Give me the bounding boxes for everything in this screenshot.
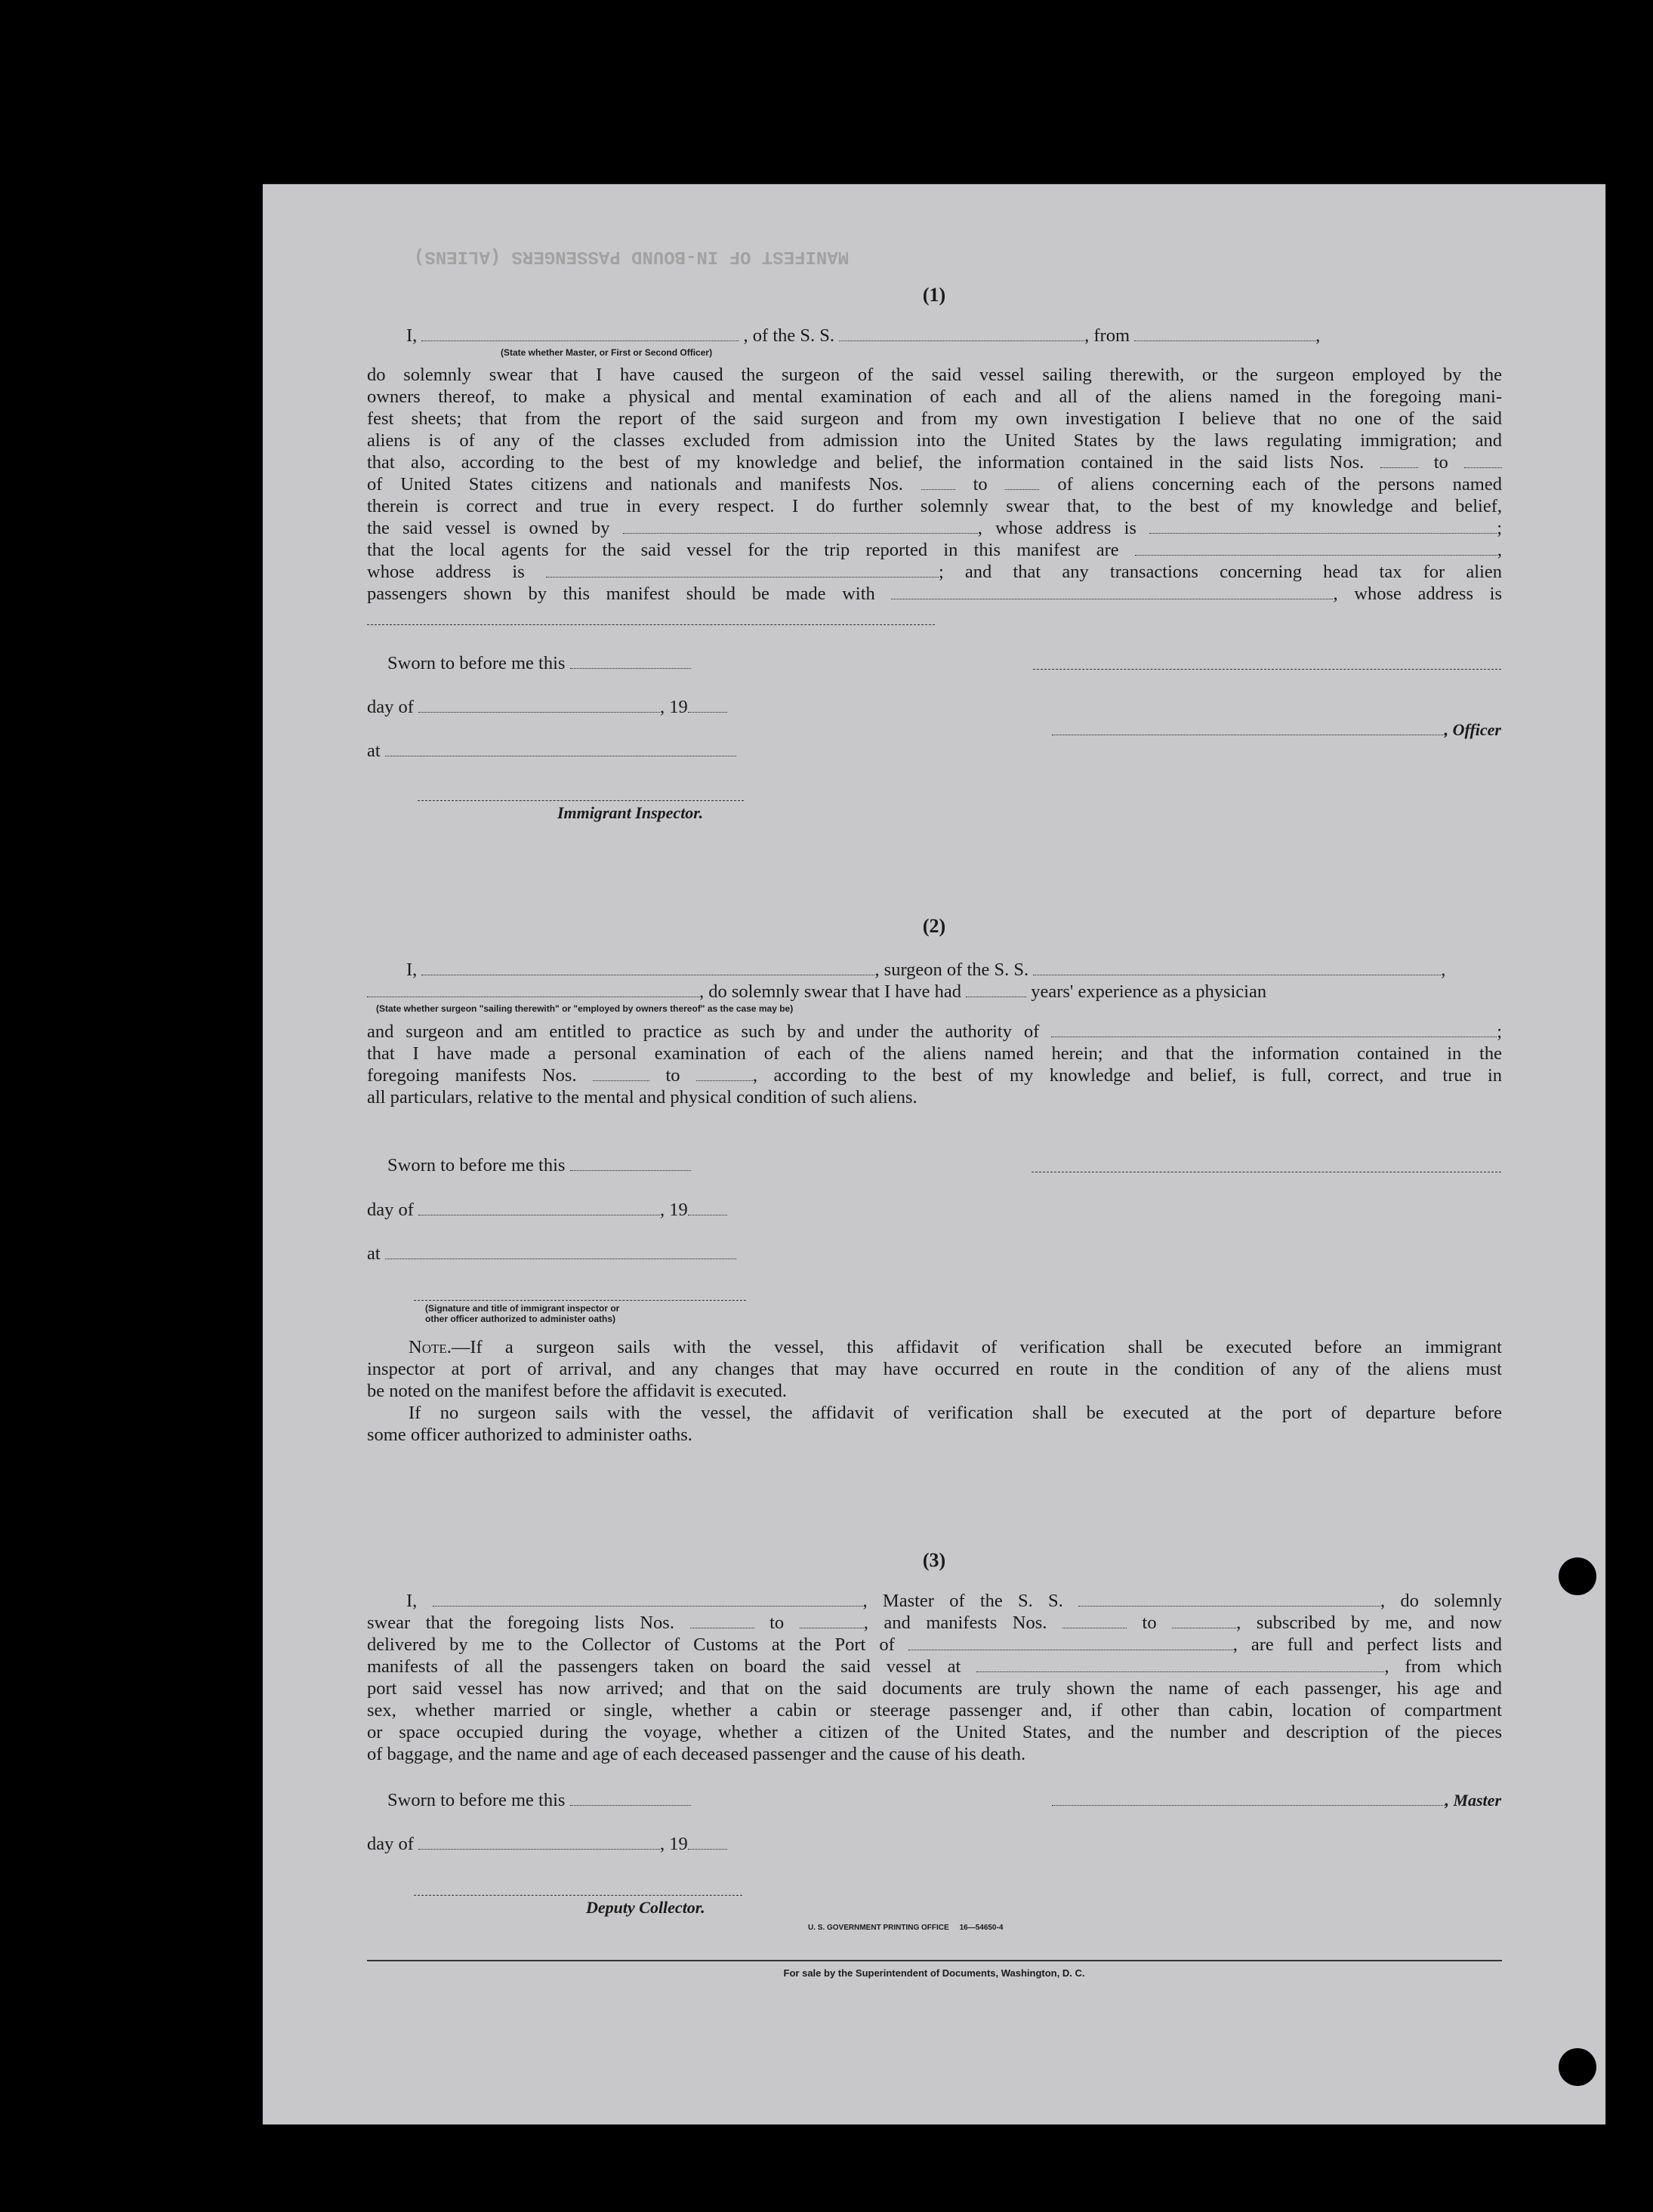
s1-day-of: day of , 19: [367, 696, 727, 718]
s2-line-manifests: foregoing manifests Nos. to , according to the best of my knowledge and belief, is full, correct, and true in: [367, 1065, 1502, 1086]
s1-line-headtax: passengers shown by this manifest should be made with , whose address is: [367, 584, 1503, 604]
s2-sworn-day-field[interactable]: [570, 1157, 691, 1171]
agents-field[interactable]: [1135, 541, 1497, 556]
s3-vessel-field[interactable]: [1078, 1592, 1380, 1607]
s3-line: sex, whether married or single, whether a cabin or steerage passenger and, if other than cabin, location of compartment: [367, 1700, 1502, 1721]
s2-manifests-to-field[interactable]: [696, 1067, 753, 1081]
s1-paragraph: [367, 364, 1502, 605]
s2-second-line: , do solemnly swear that I have had years' experience as a physician: [367, 981, 1502, 1003]
deputy-collector-label: Deputy Collector.: [586, 1898, 705, 1917]
s3-port-field[interactable]: [908, 1636, 1233, 1650]
s3-line: of baggage, and the name and age of each deceased passenger and the cause of his death.: [367, 1744, 1026, 1764]
note-line: inspector at port of arrival, and any changes that may have occurred en route in the condition of any of the aliens must: [367, 1359, 1502, 1379]
s2-manifests-from-field[interactable]: [593, 1067, 649, 1081]
s3-manifests-to-field[interactable]: [1172, 1614, 1236, 1628]
note-paragraph: [367, 1336, 1502, 1446]
s1-from: , from: [1084, 325, 1130, 346]
note-line: Note.—If a surgeon sails with the vessel, this affidavit of verification shall be executed before an immigrant: [409, 1337, 1502, 1357]
s1-i-label: I,: [406, 325, 418, 346]
from-field[interactable]: [1134, 327, 1315, 341]
s2-years-field[interactable]: [966, 983, 1026, 997]
s1-officer-line: [1033, 719, 1501, 741]
s2-year-field[interactable]: [688, 1201, 727, 1215]
s1-line: aliens is of any of the classes excluded from admission into the United States by the laws regulating immigration; and: [367, 430, 1502, 451]
punch-hole: [1559, 1557, 1596, 1595]
s3-line-lists: swear that the foregoing lists Nos. to , and manifests Nos. to , subscribed by me, and now: [367, 1613, 1502, 1633]
footer-rule: [367, 1960, 1502, 1961]
headtax-field[interactable]: [891, 585, 1333, 599]
form-page: [263, 184, 1605, 2124]
vessel-field[interactable]: [839, 327, 1084, 341]
s3-master-sign-field[interactable]: [1052, 1791, 1445, 1806]
s3-manifests-from-field[interactable]: [1062, 1614, 1127, 1628]
punch-hole: [1559, 2048, 1596, 2086]
s2-inspector-line[interactable]: [414, 1300, 746, 1301]
s1-line: therein is correct and true in every respect. I do further solemnly swear that, to the best of my knowledge and belief,: [367, 496, 1502, 516]
s3-paragraph: [367, 1590, 1502, 1765]
s2-sworn: Sworn to before me this: [387, 1154, 691, 1176]
officer-caption: (State whether Master, or First or Second Officer): [501, 347, 713, 358]
master-label: , Master: [1445, 1791, 1501, 1810]
s1-line-owner: the said vessel is owned by , whose address is ;: [367, 518, 1503, 538]
s3-master-name-field[interactable]: [433, 1592, 863, 1607]
s2-authority-field[interactable]: [1051, 1023, 1497, 1037]
s1-line-manifests: of United States citizens and nationals and manifests Nos. to of aliens concerning each of the persons named: [367, 474, 1502, 494]
s1-line: owners thereof, to make a physical and mental examination of each and all of the aliens named in the foregoing mani-: [367, 387, 1502, 407]
s3-year-field[interactable]: [688, 1835, 727, 1850]
s3-sworn: Sworn to before me this: [387, 1789, 691, 1811]
s3-lists-from-field[interactable]: [690, 1614, 754, 1628]
manifests-from-field[interactable]: [921, 476, 955, 490]
section-2-number: (2): [922, 915, 946, 937]
s2-line: all particulars, relative to the mental and physical condition of such aliens.: [367, 1087, 917, 1108]
s2-paragraph: [367, 1021, 1502, 1108]
address-line[interactable]: [367, 624, 935, 625]
s2-vessel-field[interactable]: [1033, 961, 1441, 975]
s3-sworn-day-field[interactable]: [570, 1791, 691, 1806]
s2-first-line: I, , surgeon of the S. S. ,: [406, 960, 1446, 980]
s1-line-lists: that also, according to the best of my knowledge and belief, the information contained in the said lists Nos. to: [367, 451, 1502, 473]
note-line: some officer authorized to administer oaths.: [367, 1425, 692, 1445]
s3-day-of: day of , 19: [367, 1833, 727, 1855]
s1-line-agents: that the local agents for the said vessel for the trip reported in this manifest are ,: [367, 540, 1503, 560]
s1-first-line: I, , of the S. S. , from ,: [406, 325, 1321, 346]
s3-line: port said vessel has now arrived; and that on the said documents are truly shown the name of each passenger, his age and: [367, 1678, 1502, 1699]
s1-line-agent-address: whose address is ; and that any transactions concerning head tax for alien: [367, 562, 1502, 582]
s2-at-field[interactable]: [385, 1245, 736, 1259]
s1-at-field[interactable]: [385, 742, 736, 756]
s1-officer-sign-field[interactable]: [1052, 721, 1445, 735]
s2-sig-caption: (Signature and title of immigrant inspector or other officer authorized to administer oaths): [425, 1303, 620, 1324]
s3-boarded-at-field[interactable]: [976, 1658, 1384, 1672]
s3-collector-line[interactable]: [414, 1895, 742, 1896]
s2-caption: (State whether surgeon "sailing therewith" or "employed by owners thereof" as the case may be): [376, 1003, 794, 1014]
s3-line-master: I, , Master of the S. S. , do solemnly: [406, 1591, 1502, 1611]
note-label: Note.: [409, 1337, 452, 1357]
s1-at: at: [367, 740, 736, 762]
s2-status-field[interactable]: [367, 983, 699, 997]
agents-address-field[interactable]: [546, 563, 939, 578]
s3-master-sign-line: [1032, 1789, 1501, 1811]
s1-sworn-day-field[interactable]: [570, 655, 691, 669]
s2-line-authority: and surgeon and am entitled to practice as such by and under the authority of ;: [367, 1021, 1503, 1042]
for-sale-footer: For sale by the Superintendent of Documents, Washington, D. C.: [783, 1967, 1085, 1979]
s3-line-port: delivered by me to the Collector of Customs at the Port of , are full and perfect lists and: [367, 1634, 1502, 1655]
note-line: be noted on the manifest before the affidavit is executed.: [367, 1381, 788, 1401]
section-1-number: (1): [922, 284, 946, 306]
s2-month-field[interactable]: [418, 1201, 660, 1215]
s1-signature-line[interactable]: [1033, 669, 1501, 670]
s2-at: at: [367, 1243, 736, 1265]
s3-line-at: manifests of all the passengers taken on board the said vessel at , from which: [367, 1656, 1502, 1677]
immigrant-inspector-label: Immigrant Inspector.: [557, 803, 704, 822]
section-3-number: (3): [922, 1549, 946, 1571]
s2-surgeon-name-field[interactable]: [421, 961, 874, 975]
s3-lists-to-field[interactable]: [800, 1614, 864, 1628]
s1-inspector-line[interactable]: [418, 800, 744, 801]
manifests-to-field[interactable]: [1005, 476, 1039, 490]
officer-field[interactable]: [421, 327, 739, 341]
owner-field[interactable]: [623, 519, 978, 534]
s2-line: that I have made a personal examination of each of the aliens named herein; and that the information contained in the: [367, 1043, 1502, 1064]
s3-month-field[interactable]: [418, 1835, 660, 1850]
lists-from-field[interactable]: [1380, 454, 1418, 468]
s1-of-ss: , of the S. S.: [743, 325, 835, 346]
note-line: If no surgeon sails with the vessel, the affidavit of verification shall be executed at the port of departure before: [409, 1403, 1502, 1423]
gpo-imprint: U. S. GOVERNMENT PRINTING OFFICE 16—54650-4: [808, 1924, 1004, 1932]
s1-year-field[interactable]: [688, 698, 727, 713]
s1-line: fest sheets; that from the report of the said surgeon and from my own investigation I believe that no one of the said: [367, 408, 1502, 429]
bleed-through-text: MANIFEST OF IN-BOUND PASSENGERS (ALIENS): [414, 246, 850, 266]
s1-sworn: Sworn to before me this: [387, 652, 691, 674]
lists-to-field[interactable]: [1464, 454, 1502, 468]
officer-label: , Officer: [1444, 720, 1501, 739]
s3-line: or space occupied during the voyage, whether a citizen of the United States, and the number and description of the pieces: [367, 1722, 1502, 1742]
s1-line: do solemnly swear that I have caused the surgeon of the said vessel sailing therewith, or the surgeon employed by the: [367, 365, 1502, 385]
s2-day-of: day of , 19: [367, 1199, 727, 1221]
s1-month-field[interactable]: [418, 698, 660, 713]
owner-address-field[interactable]: [1149, 519, 1497, 534]
